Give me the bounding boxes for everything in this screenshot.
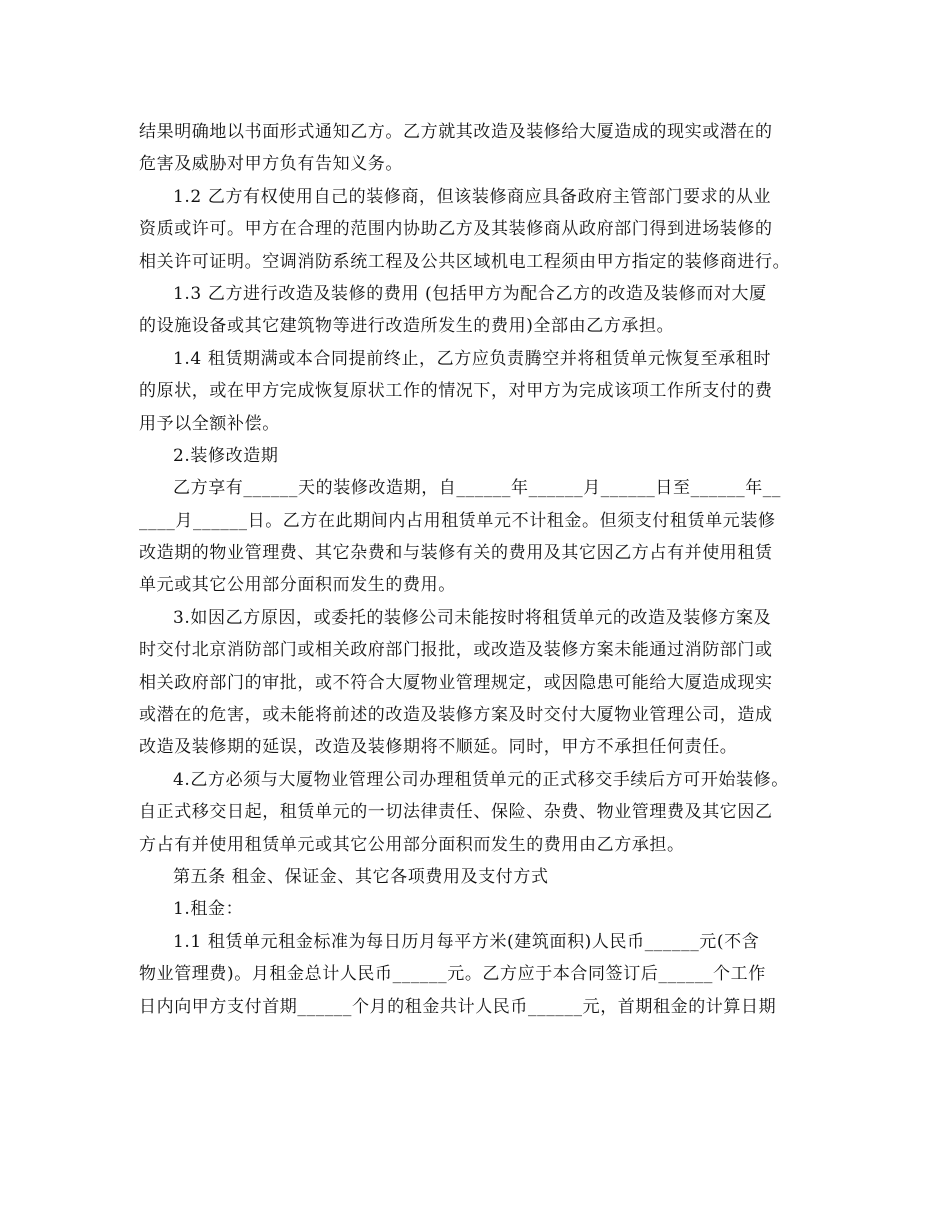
paragraph-line: 的设施设备或其它建筑物等进行改造所发生的费用)全部由乙方承担。 bbox=[139, 316, 675, 337]
paragraph-line: 结果明确地以书面形式通知乙方。乙方就其改造及装修给大厦造成的现实或潜在的 bbox=[139, 122, 773, 142]
paragraph-line: 相关政府部门的审批，或不符合大厦物业管理规定，或因隐患可能给大厦造成现实 bbox=[139, 672, 773, 693]
paragraph-line: 1.4 租赁期满或本合同提前终止，乙方应负责腾空并将租赁单元恢复至承租时 bbox=[173, 348, 772, 369]
paragraph-line: 改造及装修期的延误，改造及装修期将不顺延。同时，甲方不承担任何责任。 bbox=[139, 737, 738, 758]
article-heading: 第五条 租金、保证金、其它各项费用及支付方式 bbox=[173, 866, 549, 887]
paragraph-line: 4.乙方必须与大厦物业管理公司办理租赁单元的正式移交手续后方可开始装修。 bbox=[173, 769, 789, 790]
paragraph-line: 3.如因乙方原因，或委托的装修公司未能按时将租赁单元的改造及装修方案及 bbox=[173, 607, 772, 628]
paragraph-line: 1.3 乙方进行改造及装修的费用 (包括甲方为配合乙方的改造及装修而对大厦 bbox=[173, 283, 767, 304]
paragraph-line: 时交付北京消防部门或相关政府部门报批，或改造及装修方案未能通过消防部门或 bbox=[139, 640, 773, 661]
paragraph-line: 方占有并使用租赁单元或其它公用部分面积而发生的费用由乙方承担。 bbox=[139, 834, 685, 855]
paragraph-line: 改造期的物业管理费、其它杂费和与装修有关的费用及其它因乙方占有并使用租赁 bbox=[139, 543, 773, 564]
paragraph-line: 或潜在的危害，或未能将前述的改造及装修方案及时交付大厦物业管理公司，造成 bbox=[139, 705, 773, 726]
paragraph-line: 相关许可证明。空调消防系统工程及公共区域机电工程须由甲方指定的装修商进行。 bbox=[139, 251, 791, 272]
section-heading: 2.装修改造期 bbox=[173, 445, 279, 466]
paragraph-line: 日内向甲方支付首期______个月的租金共计人民币______元，首期租金的计算日期 bbox=[139, 996, 777, 1017]
paragraph-line: 资质或许可。甲方在合理的范围内协助乙方及其装修商从政府部门得到进场装修的 bbox=[139, 219, 773, 240]
paragraph-line: 单元或其它公用部分面积而发生的费用。 bbox=[139, 575, 456, 596]
paragraph-line: ____月______日。乙方在此期间内占用租赁单元不计租金。但须支付租赁单元装修 bbox=[139, 510, 776, 531]
paragraph-line: 1.1 租赁单元租金标准为每日历月每平方米(建筑面积)人民币______元(不含 bbox=[173, 931, 760, 952]
paragraph-line: 用予以全额补偿。 bbox=[139, 413, 280, 434]
paragraph-line: 物业管理费)。月租金总计人民币______元。乙方应于本合同签订后______个工作 bbox=[139, 964, 766, 985]
paragraph-line: 自正式移交日起，租赁单元的一切法律责任、保险、杂费、物业管理费及其它因乙 bbox=[139, 802, 773, 823]
paragraph-line: 危害及威胁对甲方负有告知义务。 bbox=[139, 154, 403, 175]
paragraph-line: 1.2 乙方有权使用自己的装修商，但该装修商应具备政府主管部门要求的从业 bbox=[173, 186, 772, 207]
paragraph-line: 乙方享有______天的装修改造期，自______年______月______日至______年__ bbox=[173, 478, 781, 499]
paragraph-line: 的原状，或在甲方完成恢复原状工作的情况下，对甲方为完成该项工作所支付的费 bbox=[139, 381, 773, 402]
document-body bbox=[139, 116, 819, 1023]
section-heading: 1.租金： bbox=[173, 899, 244, 920]
